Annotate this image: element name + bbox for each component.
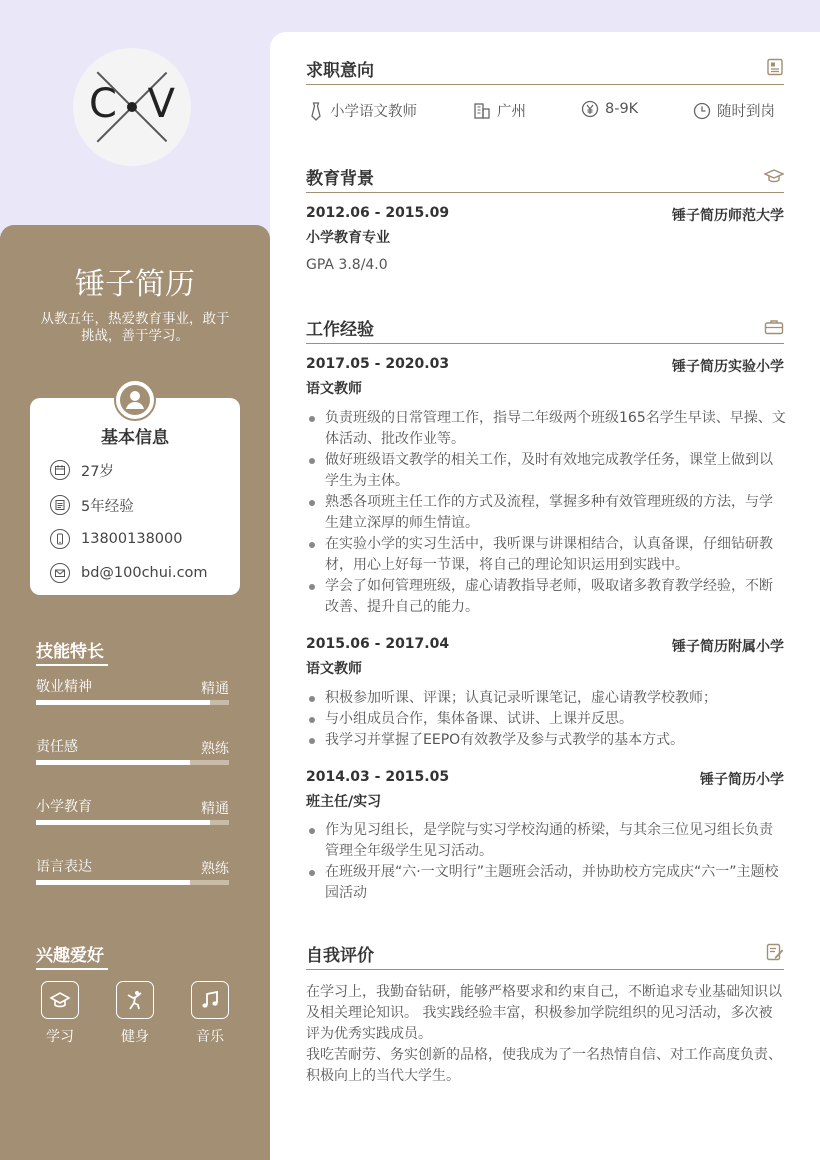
list-item: 我学习并掌握了EEPO有效教学及参与式教学的基本方式。	[306, 730, 786, 751]
self-eval-section-title: 自我评价	[306, 945, 784, 970]
intent-position: 小学语文教师	[308, 100, 417, 121]
edit-note-icon	[766, 943, 784, 965]
job-date: 2015.06 - 2017.04	[306, 636, 450, 652]
list-item: 熟悉各项班主任工作的方式及流程，掌握多种有效管理班级的方法，与学生建立深厚的师生情谊。	[306, 492, 786, 534]
basic-info-title: 基本信息	[101, 428, 169, 448]
graduation-cap-icon	[41, 981, 79, 1019]
list-item: 做好班级语文教学的相关工作，及时有效地完成教学任务，课堂上做到以学生为主体。	[306, 450, 786, 492]
basic-info-card	[30, 398, 240, 595]
info-email: bd@100chui.com	[50, 562, 208, 584]
clock-icon	[693, 102, 711, 120]
info-age: 27岁	[50, 459, 114, 481]
list-item: 积极参加听课、评课；认真记录听课笔记，虚心请教学校教师；	[306, 688, 786, 709]
job-org: 锤子简历小学	[700, 772, 784, 788]
hobby-study: 学习	[40, 981, 80, 1046]
skill-bar	[36, 760, 229, 765]
job-duties	[306, 820, 786, 904]
cv-logo	[73, 48, 191, 166]
info-experience: 5年经验	[50, 494, 134, 516]
job-duties	[306, 688, 786, 751]
music-note-icon	[191, 981, 229, 1019]
graduation-cap-icon	[764, 168, 784, 188]
education-section-title: 教育背景	[306, 168, 784, 193]
yen-icon	[581, 100, 599, 118]
job-role: 语文教师	[306, 661, 362, 677]
logo-letter-v: V	[147, 81, 175, 127]
mail-icon	[50, 563, 70, 583]
list-item: 负责班级的日常管理工作，指导二年级两个班级165名学生早读、早操、文体活动、批改作业等。	[306, 408, 786, 450]
building-icon	[473, 102, 491, 120]
list-item: 在班级开展“六·一文明行”主题班会活动，并协助校方完成庆“六一”主题校园活动	[306, 862, 786, 904]
job-role: 班主任/实习	[306, 794, 382, 810]
user-icon	[114, 379, 156, 421]
work-section-title: 工作经验	[306, 319, 784, 344]
briefcase-icon	[764, 319, 784, 339]
job-org: 锤子简历实验小学	[672, 359, 784, 375]
skill-bar	[36, 700, 229, 705]
list-item: 作为见习组长，是学院与实习学校沟通的桥梁，与其余三位见习组长负责管理全年级学生见习活动。	[306, 820, 786, 862]
hobbies-title: 兴趣爱好	[36, 941, 104, 966]
intent-section-title: 求职意向	[306, 60, 784, 85]
main-content	[270, 32, 820, 1160]
education-gpa: GPA 3.8/4.0	[306, 257, 388, 273]
education-date: 2012.06 - 2015.09	[306, 205, 450, 221]
education-major: 小学教育专业	[306, 230, 390, 246]
skill-bar	[36, 880, 229, 885]
intent-city: 广州	[473, 100, 526, 121]
list-item: 学会了如何管理班级，虚心请教指导老师，吸取诸多教育教学经验，不断改善、提升自己的能力。	[306, 576, 786, 618]
skills-title: 技能特长	[36, 637, 104, 662]
candidate-name: 锤子简历	[75, 267, 195, 302]
fitness-icon	[116, 981, 154, 1019]
list-item: 与小组成员合作，集体备课、试讲、上课并反思。	[306, 709, 786, 730]
job-date: 2017.05 - 2020.03	[306, 356, 450, 372]
intent-salary: 8-9K	[581, 100, 638, 118]
left-sidebar: 锤子简历 从教五年，热爱教育事业，敢于挑战，善于学习。 基本信息 27岁 5年经验 13800138000 bd@100chui.com 技能特长 敬业精神 精通 责任感 熟练 小学教育 精通 语言表达 熟练 兴趣爱好 学习 健身 音乐	[0, 225, 270, 1160]
hobby-fitness: 健身	[115, 981, 155, 1046]
candidate-motto: 从教五年，热爱教育事业，敢于挑战，善于学习。	[40, 311, 230, 344]
tie-icon	[308, 101, 324, 121]
job-duties	[306, 408, 786, 618]
self-eval-text: 在学习上，我勤奋钻研，能够严格要求和约束自己，不断追求专业基础知识以及相关理论知识。 我实践经验丰富，积极参加学院组织的见习活动，多次被评为优秀实践成员。 我吃苦耐劳、务实创新的品格，使我成为了一名热情自信、对工作高度负责、积极向上的当代大学生。	[306, 984, 782, 1084]
job-role: 语文教师	[306, 381, 362, 397]
list-item: 在实验小学的实习生活中，我听课与讲课相结合，认真备课，仔细钻研教材，用心上好每一节课，将自己的理论知识运用到实践中。	[306, 534, 786, 576]
info-phone: 13800138000	[50, 528, 182, 550]
resume-icon	[766, 58, 784, 80]
phone-icon	[50, 529, 70, 549]
job-date: 2014.03 - 2015.05	[306, 769, 450, 785]
document-icon	[50, 495, 70, 515]
calendar-icon	[50, 460, 70, 480]
hobby-music: 音乐	[190, 981, 230, 1046]
intent-availability: 随时到岗	[693, 100, 775, 121]
job-org: 锤子简历附属小学	[672, 639, 784, 655]
skill-bar	[36, 820, 229, 825]
logo-letter-c: C	[89, 81, 117, 127]
education-school: 锤子简历师范大学	[672, 208, 784, 224]
